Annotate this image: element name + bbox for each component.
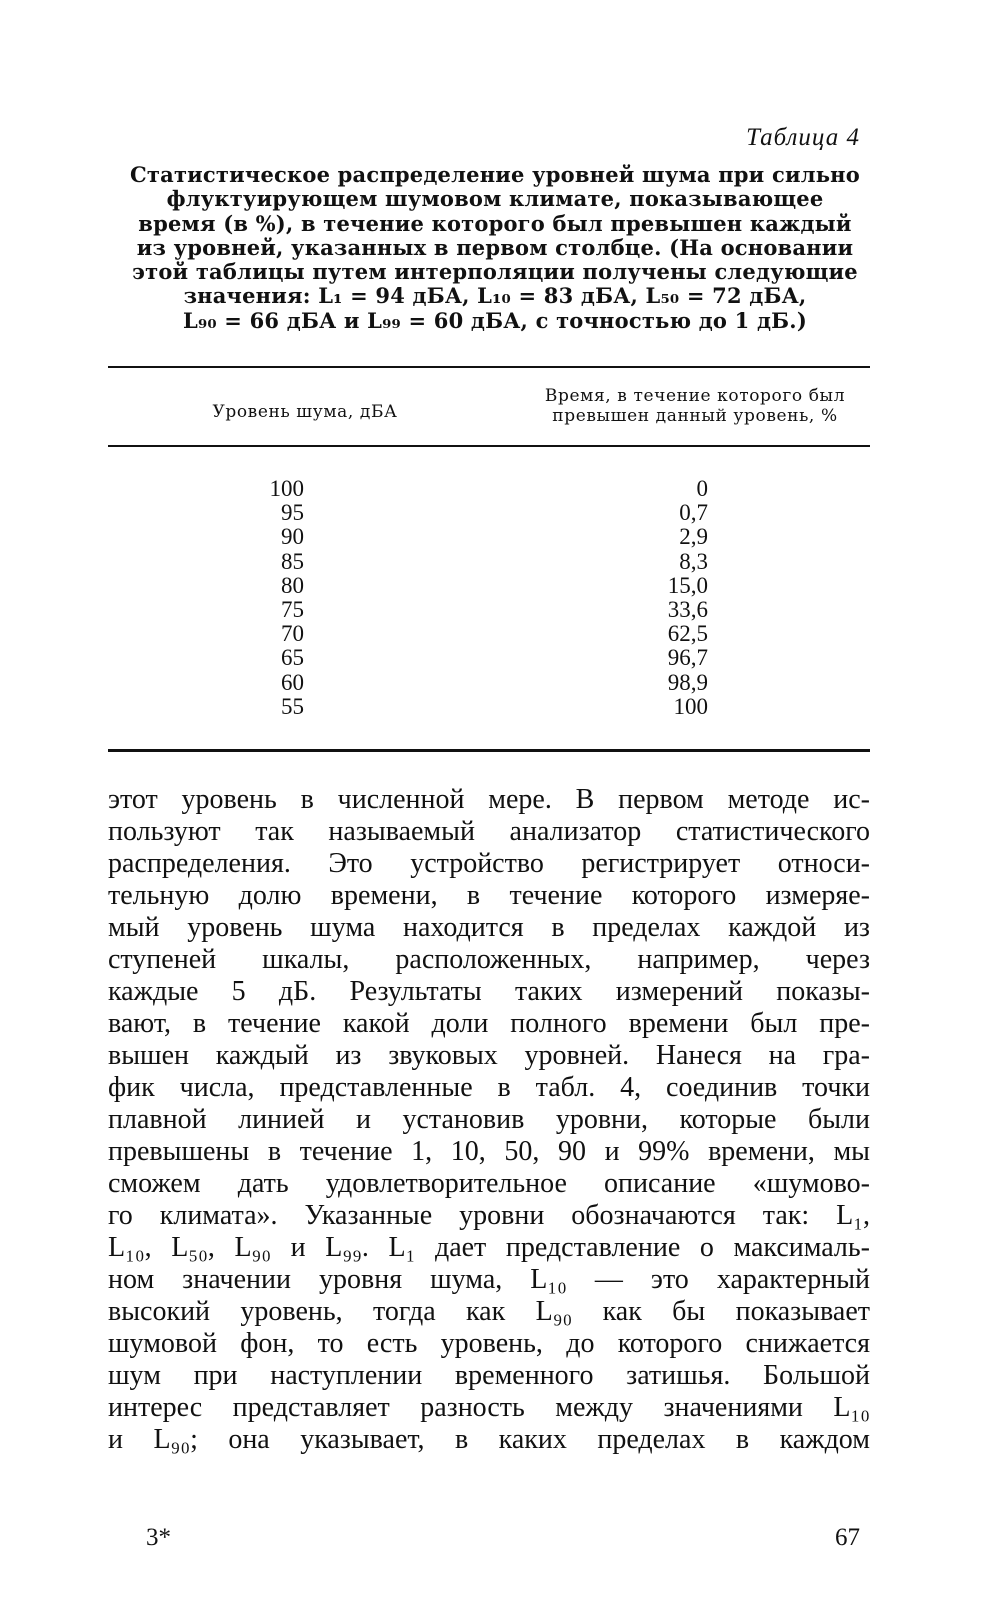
text-line: вают, в течение какой доли полного времени был пре-	[108, 1008, 870, 1039]
table-caption	[130, 163, 860, 333]
table-cell: 55	[281, 693, 304, 719]
caption-line: этой таблицы путем интерполяции получены следующие	[132, 259, 858, 285]
table-cell: 70	[281, 621, 304, 647]
column-header-noise-level: Уровень шума, дБА	[212, 402, 398, 422]
table-cell: 2,9	[679, 524, 708, 550]
text-line: плавной линией и установив уровни, которые были	[108, 1104, 870, 1135]
table-label: Таблица 4	[746, 124, 860, 151]
text-line: го климата». Указанные уровни обозначаются так: L₁,	[108, 1200, 870, 1231]
table-cell: 65	[281, 645, 304, 671]
table-header-rule	[108, 445, 870, 447]
table-bottom-rule	[108, 749, 870, 752]
caption-line: время (в %), в течение которого был превышен каждый	[138, 210, 852, 236]
table-cell: 96,7	[667, 645, 708, 671]
table-cell: 95	[281, 500, 304, 526]
table-cell: 90	[281, 524, 304, 550]
text-line: шум при наступлении временного затишья. Большой	[108, 1360, 870, 1391]
text-line: высокий уровень, тогда как L₉₀ как бы показывает	[108, 1296, 870, 1327]
caption-line: флуктуирующем шумовом климате, показывающее	[166, 186, 824, 212]
text-line: превышены в течение 1, 10, 50, 90 и 99% времени, мы	[108, 1136, 870, 1167]
text-line: каждые 5 дБ. Результаты таких измерений показы-	[108, 976, 870, 1007]
text-line: сможем дать удовлетворительное описание «шумово-	[108, 1168, 870, 1199]
table-cell: 8,3	[679, 548, 708, 574]
caption-line: значения: L₁ = 94 дБА, L₁₀ = 83 дБА, L₅₀ = 72 дБА,	[183, 283, 807, 309]
text-line: и L₉₀; она указывает, в каких пределах в каждом	[108, 1424, 870, 1455]
text-line: тельную долю времени, в течение которого измеряе-	[108, 880, 870, 911]
table-cell: 100	[269, 476, 304, 501]
text-line: фик числа, представленные в табл. 4, соединив точки	[108, 1072, 870, 1103]
caption-line: Статистическое распределение уровней шума при сильно	[130, 162, 860, 187]
page-number: 67	[835, 1524, 860, 1551]
text-line: этот уровень в численной мере. В первом методе ис-	[108, 784, 870, 815]
table-cell: 0	[696, 476, 708, 501]
caption-line: из уровней, указанных в первом столбце. (На основании	[136, 234, 854, 260]
table-cell: 80	[281, 572, 304, 598]
table-cell: 62,5	[667, 621, 708, 647]
column-time-exceeded	[650, 477, 708, 719]
table-cell: 85	[281, 548, 304, 574]
table-cell: 75	[281, 596, 304, 622]
text-line: распределения. Это устройство регистрирует относи-	[108, 848, 870, 879]
text-line: шумовой фон, то есть уровень, до которого снижается	[108, 1328, 870, 1359]
caption-line: L₉₀ = 66 дБА и L₉₉ = 60 дБА, с точностью до 1 дБ.)	[183, 307, 807, 333]
table-top-rule	[108, 366, 870, 368]
text-line: вышен каждый из звуковых уровней. Нанеся на гра-	[108, 1040, 870, 1071]
text-line: ступеней шкалы, расположенных, например, через	[108, 944, 870, 975]
text-line: интерес представляет разность между значениями L₁₀	[108, 1392, 870, 1423]
text-line: мый уровень шума находится в пределах каждой из	[108, 912, 870, 943]
table-cell: 100	[673, 693, 708, 719]
table-cell: 15,0	[667, 572, 708, 598]
table-cell: 33,6	[667, 596, 708, 622]
body-paragraph	[108, 784, 870, 1456]
text-line: пользуют так называемый анализатор статистического	[108, 816, 870, 847]
column-header-time-exceeded: Время, в течение которого был превышен данный уровень, %	[544, 386, 846, 426]
table-cell: 0,7	[679, 500, 708, 526]
table-cell: 98,9	[667, 669, 708, 695]
column-noise-level	[250, 477, 304, 719]
signature-mark: 3*	[146, 1524, 171, 1551]
table-cell: 60	[281, 669, 304, 695]
text-line: L₁₀, L₅₀, L₉₀ и L₉₉. L₁ дает представление о максималь-	[108, 1232, 870, 1263]
text-line: ном значении уровня шума, L₁₀ — это характерный	[108, 1264, 870, 1295]
